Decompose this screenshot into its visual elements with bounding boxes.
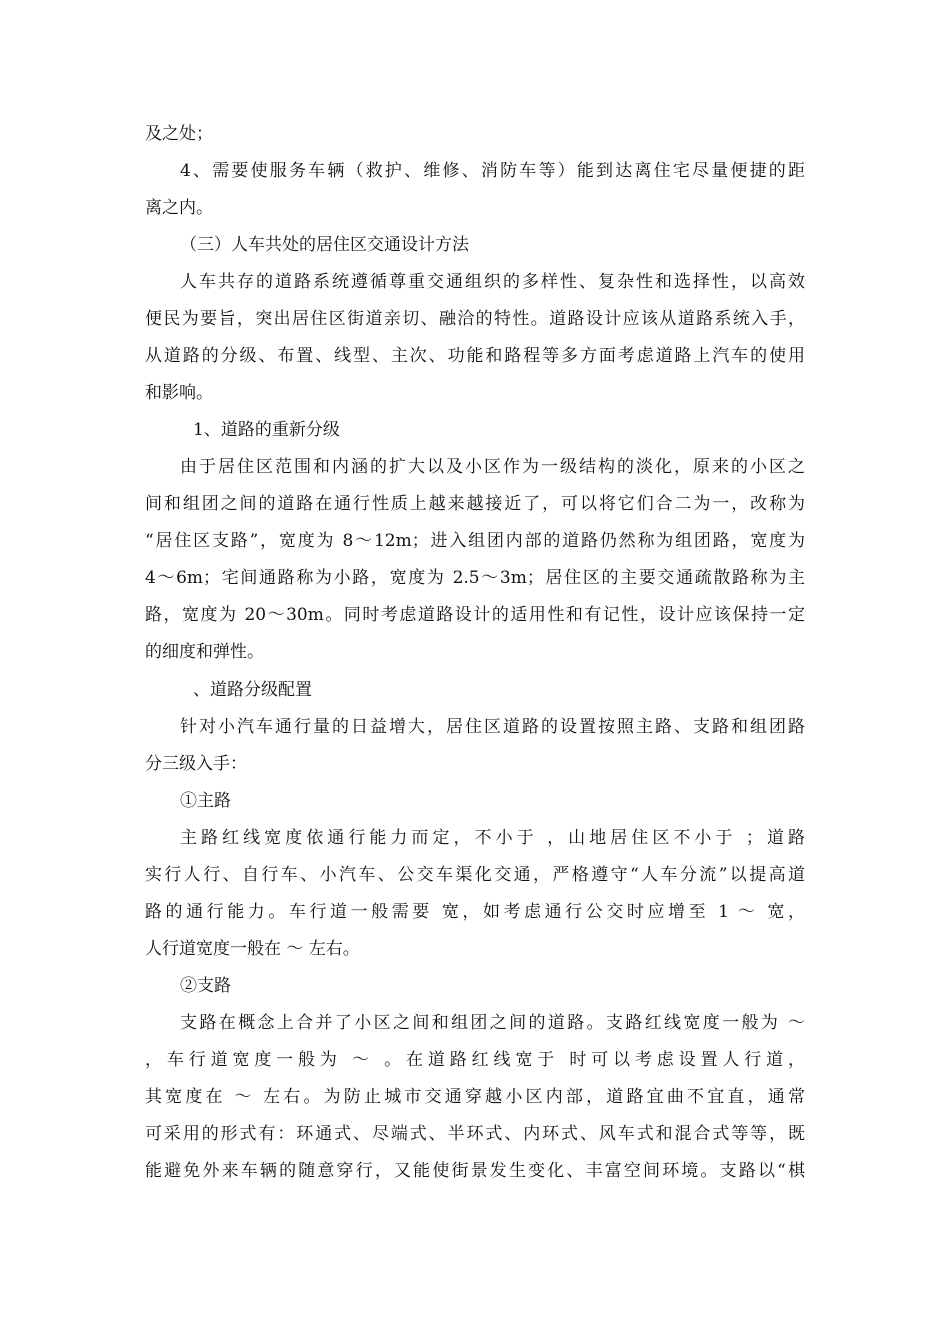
text-line: 便民为要旨，突出居住区街道亲切、融洽的特性。道路设计应该从道路系统入手， <box>145 309 805 329</box>
text-line: 4～6m；宅间通路称为小路，宽度为 2.5～3m；居住区的主要交通疏散路称为主 <box>145 568 805 588</box>
text-line: 从道路的分级、布置、线型、主次、功能和路程等多方面考虑道路上汽车的使用 <box>145 346 805 366</box>
text-line: 间和组团之间的道路在通行性质上越来越接近了，可以将它们合二为一，改称为 <box>145 494 805 514</box>
text-line: 离之内。 <box>145 198 213 218</box>
section-heading: （三）人车共处的居住区交通设计方法 <box>180 235 469 255</box>
text-line: 主路红线宽度依通行能力而定，不小于 ，山地居住区不小于 ；道路 <box>180 828 805 848</box>
text-line: “居住区支路”，宽度为 8～12m；进入组团内部的道路仍然称为组团路，宽度为 <box>145 531 805 551</box>
item-heading: ①主路 <box>180 791 231 811</box>
text-line: 其宽度在 ～ 左右。为防止城市交通穿越小区内部，道路宜曲不宜直，通常 <box>145 1087 805 1107</box>
text-line: 人车共存的道路系统遵循尊重交通组织的多样性、复杂性和选择性，以高效 <box>180 272 805 292</box>
text-line: 可采用的形式有：环通式、尽端式、半环式、内环式、风车式和混合式等等，既 <box>145 1124 805 1144</box>
text-line: 由于居住区范围和内涵的扩大以及小区作为一级结构的淡化，原来的小区之 <box>180 457 805 477</box>
text-line: 和影响。 <box>145 383 213 403</box>
text-line: 针对小汽车通行量的日益增大，居住区道路的设置按照主路、支路和组团路 <box>180 717 805 737</box>
text-line: 4、需要使服务车辆（救护、维修、消防车等）能到达离住宅尽量便捷的距 <box>180 161 805 181</box>
text-line: 支路在概念上合并了小区之间和组团之间的道路。支路红线宽度一般为 ～ <box>180 1013 805 1033</box>
text-line: 人行道宽度一般在 ～ 左右。 <box>145 939 360 959</box>
text-line: 路，宽度为 20～30m。同时考虑道路设计的适用性和有记性，设计应该保持一定 <box>145 605 805 625</box>
text-line: 及之处； <box>145 124 213 144</box>
text-line: 能避免外来车辆的随意穿行，又能使街景发生变化、丰富空间环境。支路以“棋 <box>145 1161 805 1181</box>
item-heading: ②支路 <box>180 976 231 996</box>
text-line: 实行人行、自行车、小汽车、公交车渠化交通，严格遵守“人车分流”以提高道 <box>145 865 805 885</box>
subsection-heading: 1、道路的重新分级 <box>193 420 340 440</box>
text-line: 路的通行能力。车行道一般需要 宽，如考虑通行公交时应增至 1 ～ 宽， <box>145 902 805 922</box>
text-line: ，车行道宽度一般为 ～ 。在道路红线宽于 时可以考虑设置人行道， <box>145 1050 805 1070</box>
subsection-heading: 、道路分级配置 <box>193 680 312 700</box>
text-line: 的细度和弹性。 <box>145 642 264 662</box>
text-line: 分三级入手： <box>145 754 247 774</box>
